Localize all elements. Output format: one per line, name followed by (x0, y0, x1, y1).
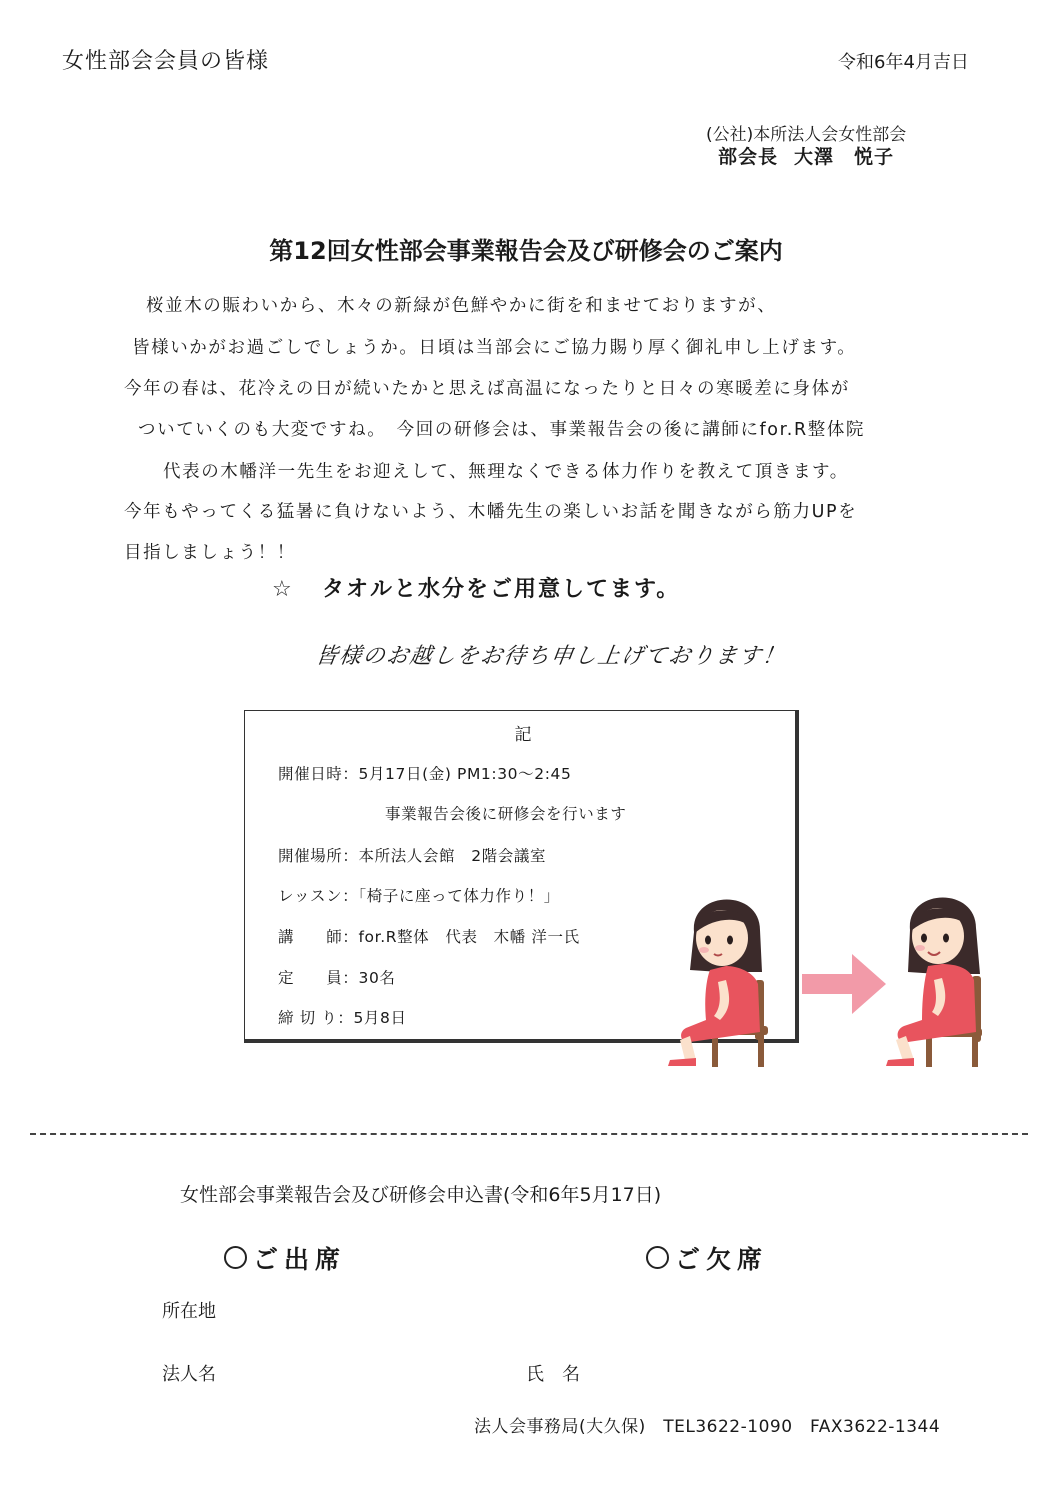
body-line-4: ついていくのも大変ですね。 今回の研修会は、事業報告会の後に講師にfor.R整体院 (138, 420, 866, 440)
details-heading: 記 (514, 725, 532, 745)
standing-ready-woman-illustration (880, 880, 1010, 1070)
body-line-3: 今年の春は、花冷えの日が続いたかと思えば高温になったりと日々の寒暖差に身体が (124, 379, 850, 399)
body-line-6: 今年もやってくる猛暑に負けないよう、木幡先生の楽しいお話を聞きながら筋力UPを (124, 502, 858, 522)
company-label: 法人名 (162, 1364, 216, 1385)
issue-date: 令和6年4月吉日 (838, 52, 969, 73)
detail-capacity: 定 員：30名 (278, 969, 396, 987)
sitting-woman-illustration (660, 880, 790, 1070)
body-line-7: 目指しましょう！！ (124, 543, 296, 563)
circle-checkbox-icon[interactable] (646, 1246, 669, 1269)
organization-name: (公社)本所法人会女性部会 (706, 125, 907, 145)
detail-lecturer: 講 師：for.R整体 代表 木幡 洋一氏 (278, 928, 580, 946)
page-title (0, 231, 1058, 266)
absent-label: ご欠席 (675, 1245, 769, 1274)
detail-deadline: 締 切 り：5月8日 (278, 1009, 407, 1027)
chair-name: 大澤 悦子 (794, 146, 895, 168)
attend-option[interactable] (224, 1240, 346, 1276)
contact-info: 法人会事務局(大久保) TEL3622-1090 FAX3622-1344 (474, 1417, 941, 1437)
form-title: 女性部会事業報告会及び研修会申込書(令和6年5月17日) (180, 1184, 662, 1206)
detail-lesson: レッスン：「椅子に座って体力作り！」 (278, 887, 560, 905)
chair-signature (718, 142, 894, 169)
page-title-text: 第12回女性部会事業報告会及び研修会のご案内 (269, 237, 783, 265)
detail-schedule-note: 事業報告会後に研修会を行います (385, 805, 627, 823)
arrow-right-icon (800, 948, 890, 1018)
notice-text: タオルと水分をご用意してます。 (322, 577, 681, 602)
circle-checkbox-icon[interactable] (224, 1246, 247, 1269)
welcome-message: 皆様のお越しをお待ち申し上げております！ (313, 644, 788, 669)
star-icon: ☆ (272, 577, 294, 602)
detail-venue: 開催場所：本所法人会館 2階会議室 (278, 847, 547, 865)
body-line-1: 桜並木の賑わいから、木々の新緑が色鮮やかに街を和ませておりますが、 (146, 296, 777, 316)
notice-line (272, 572, 680, 603)
body-line-5: 代表の木幡洋一先生をお迎えして、無理なくできる体力作りを教えて頂きます。 (163, 462, 849, 482)
address-label: 所在地 (162, 1301, 216, 1322)
attend-label: ご出席 (253, 1245, 347, 1274)
chair-title: 部会長 (718, 146, 779, 168)
absent-option[interactable] (646, 1240, 768, 1276)
body-line-2: 皆様いかがお過ごしでしょうか。日頃は当部会にご協力賜り厚く御礼申し上げます。 (132, 338, 857, 358)
detail-datetime: 開催日時：5月17日(金) PM1:30～2:45 (278, 765, 572, 783)
name-label: 氏 名 (526, 1364, 580, 1385)
cut-line-divider (30, 1133, 1028, 1135)
recipient-line: 女性部会会員の皆様 (62, 49, 270, 74)
